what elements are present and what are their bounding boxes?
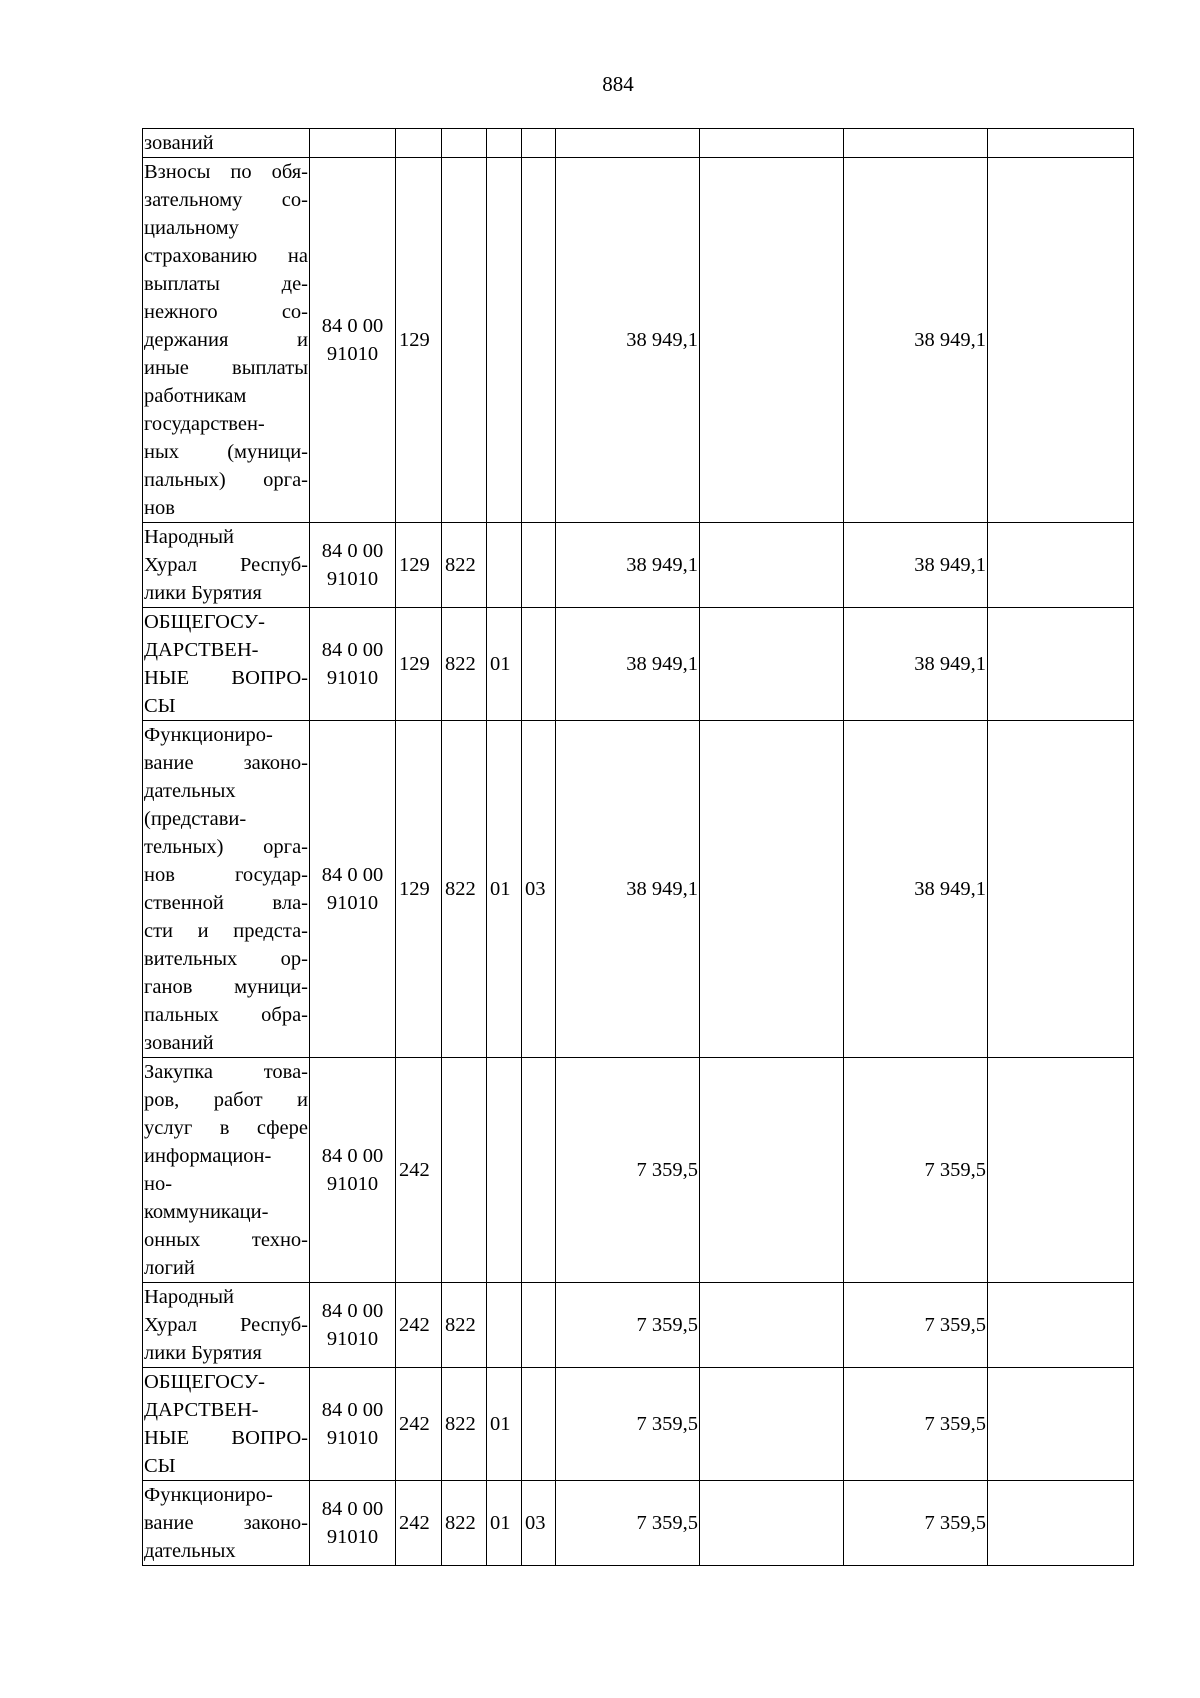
name-line: зований bbox=[144, 132, 214, 154]
cell-csr bbox=[310, 1283, 396, 1368]
cell-vr: 129 bbox=[396, 158, 442, 523]
cell-grbs: 822 bbox=[442, 608, 487, 721]
name-line: циальному bbox=[144, 217, 239, 239]
cell-pr bbox=[522, 523, 556, 608]
name-line: тельных) орга- bbox=[144, 836, 308, 858]
name-line: Народный bbox=[144, 526, 234, 548]
csr-line: 84 0 00 bbox=[321, 1300, 384, 1322]
csr-line: 91010 bbox=[326, 568, 379, 590]
name-line: ров, работ и bbox=[144, 1089, 308, 1111]
cell-pr bbox=[522, 1368, 556, 1481]
cell-vr: 242 bbox=[396, 1283, 442, 1368]
cell-name bbox=[143, 1481, 310, 1566]
cell-grbs: 822 bbox=[442, 1481, 487, 1566]
budget-table bbox=[142, 128, 1134, 1566]
name-line: НЫЕ ВОПРО- bbox=[144, 1427, 308, 1449]
cell-sum-3: 7 359,5 bbox=[844, 1058, 988, 1283]
cell-pr: 03 bbox=[522, 1481, 556, 1566]
name-line: Функциониро- bbox=[144, 724, 273, 746]
name-line: держания и bbox=[144, 329, 308, 351]
cell-sum-3 bbox=[844, 129, 988, 158]
cell-pr bbox=[522, 158, 556, 523]
name-line: Функциониро- bbox=[144, 1484, 273, 1506]
table-row bbox=[143, 1283, 1134, 1368]
name-line: услуг в сфере bbox=[144, 1117, 308, 1139]
cell-pr bbox=[522, 1283, 556, 1368]
cell-pr: 03 bbox=[522, 721, 556, 1058]
name-line: вительных ор- bbox=[144, 948, 308, 970]
name-line: коммуникаци- bbox=[144, 1201, 269, 1223]
name-line: работникам bbox=[144, 385, 247, 407]
cell-name bbox=[143, 129, 310, 158]
name-line: ДАРСТВЕН- bbox=[144, 639, 259, 661]
name-line: пальных обра- bbox=[144, 1004, 308, 1026]
cell-rz bbox=[487, 158, 522, 523]
name-line: НЫЕ ВОПРО- bbox=[144, 667, 308, 689]
cell-name bbox=[143, 1368, 310, 1481]
cell-name bbox=[143, 158, 310, 523]
name-line: нов bbox=[144, 497, 175, 519]
csr-line: 91010 bbox=[326, 1427, 379, 1449]
cell-sum-4 bbox=[988, 523, 1134, 608]
cell-sum-2 bbox=[700, 1481, 844, 1566]
name-line: иные выплаты bbox=[144, 357, 308, 379]
cell-grbs: 822 bbox=[442, 721, 487, 1058]
name-line: лики Бурятия bbox=[144, 1342, 262, 1364]
table-row bbox=[143, 1481, 1134, 1566]
cell-rz bbox=[487, 1058, 522, 1283]
name-line: нежного со- bbox=[144, 301, 308, 323]
cell-csr bbox=[310, 1368, 396, 1481]
cell-grbs: 822 bbox=[442, 1368, 487, 1481]
name-line: ОБЩЕГОСУ- bbox=[144, 1371, 265, 1393]
cell-sum-3: 7 359,5 bbox=[844, 1481, 988, 1566]
cell-sum-3: 38 949,1 bbox=[844, 523, 988, 608]
name-line: логий bbox=[144, 1257, 195, 1279]
cell-sum-4 bbox=[988, 129, 1134, 158]
cell-sum-1: 7 359,5 bbox=[556, 1368, 700, 1481]
name-line: лики Бурятия bbox=[144, 582, 262, 604]
cell-sum-1: 7 359,5 bbox=[556, 1283, 700, 1368]
cell-sum-2 bbox=[700, 1368, 844, 1481]
name-line: государствен- bbox=[144, 413, 265, 435]
cell-csr bbox=[310, 158, 396, 523]
name-line: выплаты де- bbox=[144, 273, 308, 295]
cell-sum-4 bbox=[988, 608, 1134, 721]
cell-csr bbox=[310, 608, 396, 721]
cell-sum-3: 38 949,1 bbox=[844, 608, 988, 721]
name-line: дательных bbox=[144, 780, 236, 802]
name-line: пальных) орга- bbox=[144, 469, 308, 491]
cell-csr bbox=[310, 721, 396, 1058]
cell-vr: 129 bbox=[396, 608, 442, 721]
name-line: онных техно- bbox=[144, 1229, 308, 1251]
name-line: СЫ bbox=[144, 1455, 176, 1477]
cell-sum-4 bbox=[988, 1058, 1134, 1283]
cell-sum-1: 38 949,1 bbox=[556, 608, 700, 721]
name-line: вание законо- bbox=[144, 1512, 308, 1534]
cell-name bbox=[143, 1283, 310, 1368]
csr-line: 91010 bbox=[326, 1526, 379, 1548]
cell-grbs: 822 bbox=[442, 1283, 487, 1368]
csr-line: 84 0 00 bbox=[321, 1399, 384, 1421]
cell-vr: 129 bbox=[396, 523, 442, 608]
cell-sum-1 bbox=[556, 129, 700, 158]
table-row bbox=[143, 1058, 1134, 1283]
cell-pr bbox=[522, 129, 556, 158]
cell-sum-3: 7 359,5 bbox=[844, 1283, 988, 1368]
cell-pr bbox=[522, 608, 556, 721]
cell-sum-4 bbox=[988, 1481, 1134, 1566]
cell-sum-1: 38 949,1 bbox=[556, 523, 700, 608]
cell-sum-4 bbox=[988, 1368, 1134, 1481]
name-line: ганов муници- bbox=[144, 976, 308, 998]
name-line: Народный bbox=[144, 1286, 234, 1308]
cell-sum-2 bbox=[700, 721, 844, 1058]
name-line: Закупка това- bbox=[144, 1061, 308, 1083]
name-line: дательных bbox=[144, 1540, 236, 1562]
name-line: зательному со- bbox=[144, 189, 308, 211]
csr-line: 84 0 00 bbox=[321, 864, 384, 886]
csr-line: 91010 bbox=[326, 892, 379, 914]
cell-sum-4 bbox=[988, 1283, 1134, 1368]
name-line: Хурал Респуб- bbox=[144, 1314, 308, 1336]
cell-vr: 242 bbox=[396, 1481, 442, 1566]
name-line: СЫ bbox=[144, 695, 176, 717]
table-row bbox=[143, 608, 1134, 721]
cell-sum-2 bbox=[700, 1283, 844, 1368]
name-line: Взносы по обя- bbox=[144, 161, 308, 183]
name-line: сти и предста- bbox=[144, 920, 308, 942]
cell-sum-1: 38 949,1 bbox=[556, 158, 700, 523]
name-line: ственной вла- bbox=[144, 892, 308, 914]
cell-sum-1: 7 359,5 bbox=[556, 1481, 700, 1566]
cell-name bbox=[143, 523, 310, 608]
cell-csr bbox=[310, 1481, 396, 1566]
cell-sum-2 bbox=[700, 158, 844, 523]
name-line: нов государ- bbox=[144, 864, 308, 886]
cell-csr bbox=[310, 129, 396, 158]
cell-rz: 01 bbox=[487, 1368, 522, 1481]
name-line: вание законо- bbox=[144, 752, 308, 774]
cell-grbs bbox=[442, 158, 487, 523]
cell-vr: 129 bbox=[396, 721, 442, 1058]
csr-line: 91010 bbox=[326, 1173, 379, 1195]
csr-line: 91010 bbox=[326, 343, 379, 365]
table-body bbox=[143, 129, 1134, 1566]
cell-sum-4 bbox=[988, 158, 1134, 523]
name-line: ОБЩЕГОСУ- bbox=[144, 611, 265, 633]
page-number: 884 bbox=[602, 72, 634, 96]
csr-line: 91010 bbox=[326, 1328, 379, 1350]
cell-sum-2 bbox=[700, 1058, 844, 1283]
table-row bbox=[143, 721, 1134, 1058]
cell-name bbox=[143, 721, 310, 1058]
table-row bbox=[143, 129, 1134, 158]
cell-csr bbox=[310, 1058, 396, 1283]
cell-grbs bbox=[442, 1058, 487, 1283]
name-line: но- bbox=[144, 1173, 173, 1195]
cell-rz: 01 bbox=[487, 608, 522, 721]
csr-line: 84 0 00 bbox=[321, 540, 384, 562]
name-line: ных (муници- bbox=[144, 441, 308, 463]
cell-sum-2 bbox=[700, 608, 844, 721]
name-line: (представи- bbox=[144, 808, 247, 830]
cell-rz bbox=[487, 523, 522, 608]
name-line: зований bbox=[144, 1032, 214, 1054]
cell-sum-3: 38 949,1 bbox=[844, 721, 988, 1058]
table-row bbox=[143, 1368, 1134, 1481]
cell-sum-2 bbox=[700, 523, 844, 608]
cell-vr: 242 bbox=[396, 1368, 442, 1481]
name-line: информацион- bbox=[144, 1145, 272, 1167]
cell-name bbox=[143, 608, 310, 721]
csr-line: 91010 bbox=[326, 667, 379, 689]
table-row bbox=[143, 523, 1134, 608]
csr-line: 84 0 00 bbox=[321, 315, 384, 337]
cell-sum-4 bbox=[988, 721, 1134, 1058]
cell-rz: 01 bbox=[487, 721, 522, 1058]
name-line: Хурал Респуб- bbox=[144, 554, 308, 576]
cell-grbs bbox=[442, 129, 487, 158]
cell-csr bbox=[310, 523, 396, 608]
cell-sum-2 bbox=[700, 129, 844, 158]
cell-grbs: 822 bbox=[442, 523, 487, 608]
cell-name bbox=[143, 1058, 310, 1283]
cell-rz bbox=[487, 129, 522, 158]
cell-rz: 01 bbox=[487, 1481, 522, 1566]
cell-vr: 242 bbox=[396, 1058, 442, 1283]
name-line: страхованию на bbox=[144, 245, 308, 267]
csr-line: 84 0 00 bbox=[321, 1498, 384, 1520]
cell-vr bbox=[396, 129, 442, 158]
cell-sum-3: 38 949,1 bbox=[844, 158, 988, 523]
csr-line: 84 0 00 bbox=[321, 639, 384, 661]
cell-sum-1: 7 359,5 bbox=[556, 1058, 700, 1283]
cell-rz bbox=[487, 1283, 522, 1368]
name-line: ДАРСТВЕН- bbox=[144, 1399, 259, 1421]
cell-pr bbox=[522, 1058, 556, 1283]
table-row bbox=[143, 158, 1134, 523]
cell-sum-1: 38 949,1 bbox=[556, 721, 700, 1058]
csr-line: 84 0 00 bbox=[321, 1145, 384, 1167]
cell-sum-3: 7 359,5 bbox=[844, 1368, 988, 1481]
